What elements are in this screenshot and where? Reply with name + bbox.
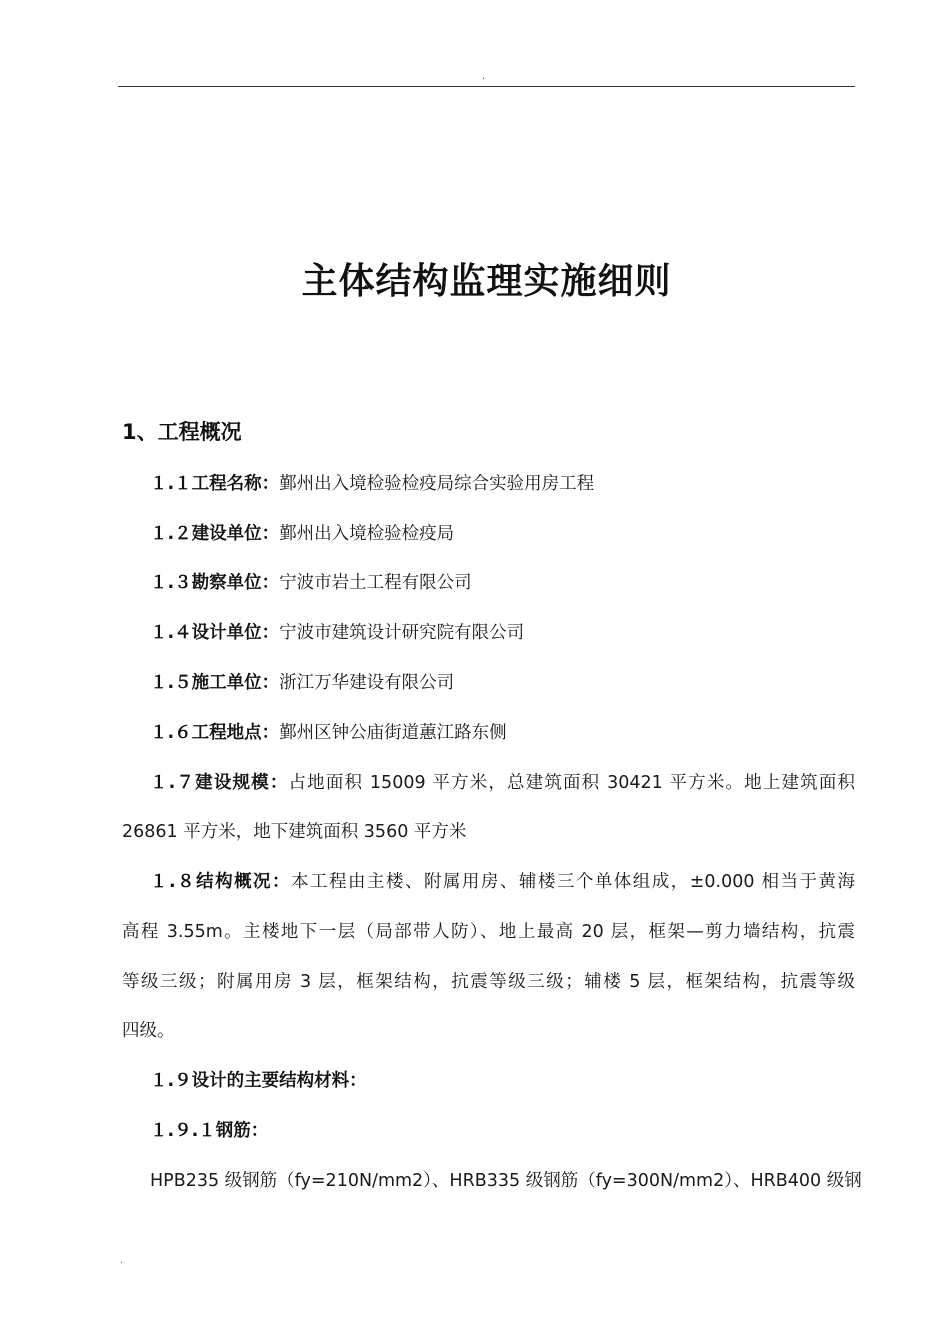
item-owner: [122, 519, 855, 549]
item-label: １.４设计单位：: [150, 623, 280, 643]
scale-paragraph-line-2: 26861 平方米，地下建筑面积 3560 平方米: [122, 822, 467, 842]
item-design-unit: [122, 618, 855, 648]
item-value: 宁波市岩土工程有限公司: [279, 573, 472, 593]
header-rule: [118, 86, 855, 87]
rebar-heading: １.９.１钢筋：: [150, 1121, 269, 1141]
structure-text: 本工程由主楼、附属用房、辅楼三个单体组成，±0.000 相当于黄海: [291, 872, 855, 892]
item-value: 鄞州出入境检验检疫局: [279, 524, 455, 544]
item-label: １.３勘察单位：: [150, 573, 280, 593]
section-heading: 1、工程概况: [122, 420, 242, 444]
item-location: [122, 718, 855, 748]
item-label: １.２建设单位：: [150, 524, 280, 544]
structure-paragraph-line-4: 四级。: [122, 1021, 175, 1041]
materials-heading: １.９设计的主要结构材料：: [150, 1071, 367, 1091]
item-label: １.６工程地点：: [150, 723, 280, 743]
item-value: 宁波市建筑设计研究院有限公司: [279, 623, 525, 643]
item-survey-unit: [122, 568, 855, 598]
structure-paragraph-line-2: 高程 3.55m。主楼地下一层（局部带人防）、地上最高 20 层，框架—剪力墙结构，抗震: [122, 922, 855, 942]
item-value: 鄞州出入境检验检疫局综合实验用房工程: [279, 474, 595, 494]
document-title: 主体结构监理实施细则: [301, 261, 672, 302]
item-project-name: [122, 469, 855, 499]
item-label: １.５施工单位：: [150, 673, 280, 693]
item-value: 鄞州区钟公庙街道蕙江路东侧: [279, 723, 507, 743]
scale-label: １.７建设规模：: [150, 773, 289, 793]
item-contractor: [122, 668, 855, 698]
item-label: １.１工程名称：: [150, 474, 280, 494]
header-mark: .: [482, 71, 486, 82]
structure-label: １.８结构概况：: [150, 872, 292, 892]
item-value: 浙江万华建设有限公司: [279, 673, 455, 693]
rebar-text-line-1: HPB235 级钢筋（fy=210N/mm2）、HRB335 级钢筋（fy=300N/mm2）、HRB400 级钢: [150, 1171, 862, 1191]
scale-text: 占地面积 15009 平方米，总建筑面积 30421 平方米。地上建筑面积: [288, 773, 856, 793]
structure-paragraph-line-3: 等级三级；附属用房 3 层，框架结构，抗震等级三级；辅楼 5 层，框架结构，抗震等级: [122, 972, 855, 992]
structure-paragraph-line-1: [122, 867, 855, 897]
scale-paragraph-line-1: [122, 768, 855, 798]
footer-mark: .: [120, 1255, 124, 1266]
